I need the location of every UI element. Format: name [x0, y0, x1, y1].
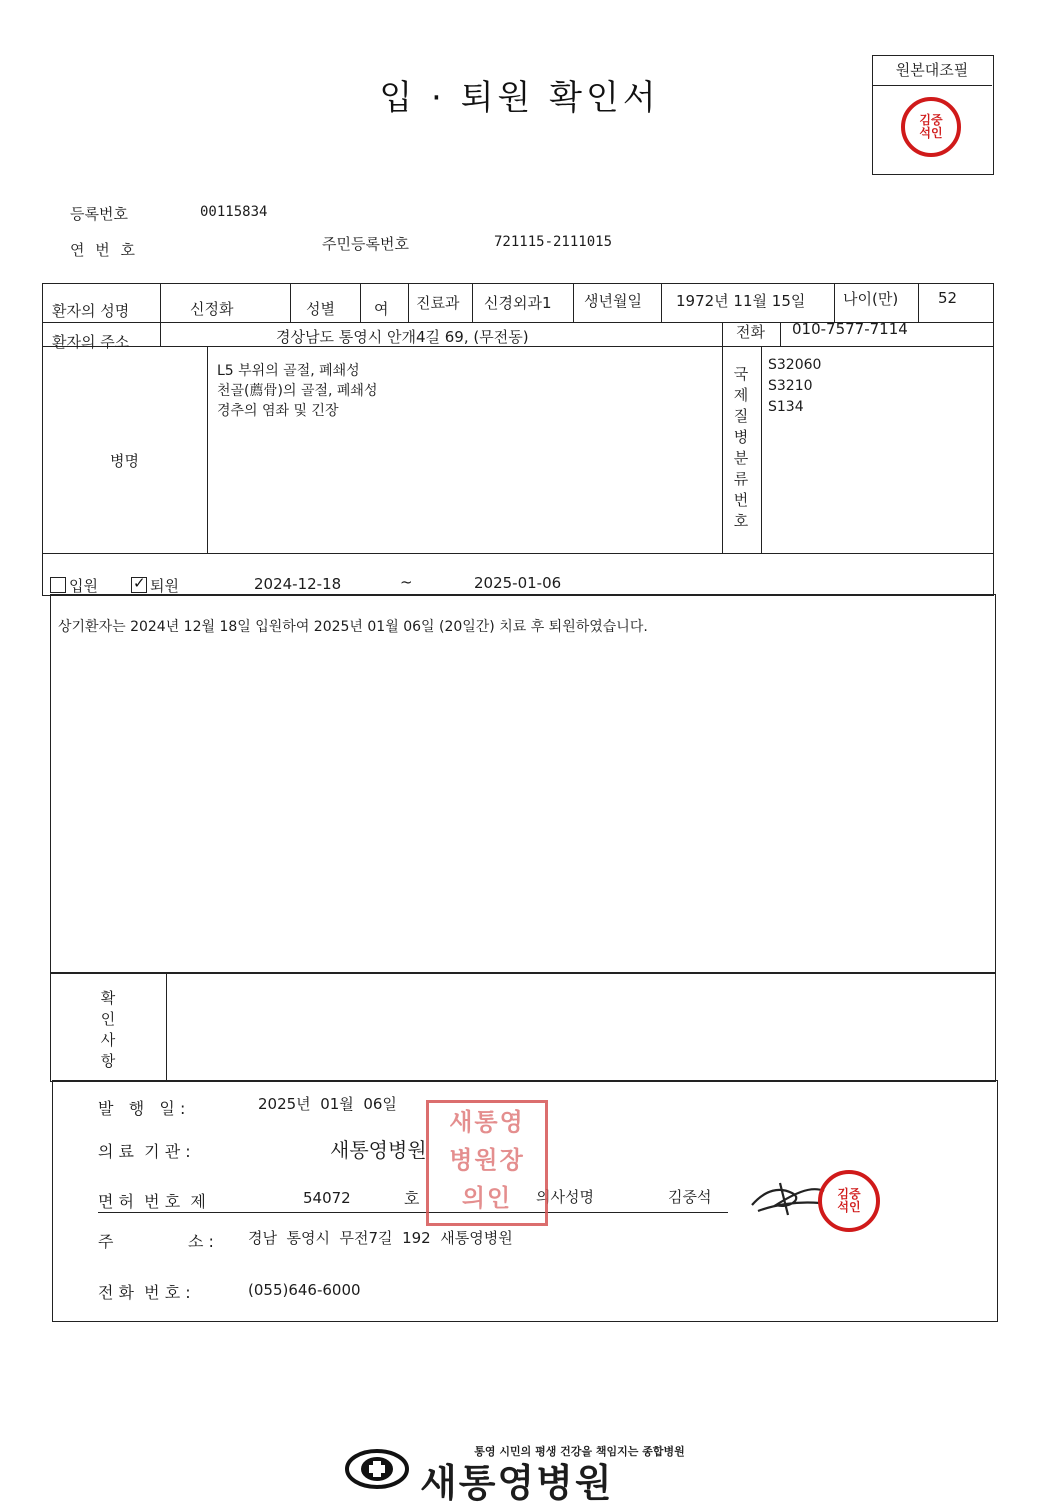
- col-line: [834, 283, 835, 322]
- icd-char: 호: [733, 512, 749, 530]
- admit-label: 입원: [69, 577, 98, 595]
- confirm-char: 항: [100, 1052, 116, 1070]
- admit-checkbox[interactable]: [50, 577, 66, 593]
- issue-date-value: 2025년 01월 06일: [258, 1095, 397, 1113]
- dept-label: 진료과: [416, 294, 460, 312]
- icd-char: 류: [733, 470, 749, 488]
- icd-label-vertical: [731, 364, 751, 532]
- hospital-stamp: [426, 1100, 548, 1226]
- discharge-label: 퇴원: [150, 577, 179, 595]
- footer-hospital-name: 새통영병원: [420, 1461, 614, 1505]
- col-line: [472, 283, 473, 322]
- serial-label: 연 번 호: [70, 241, 139, 259]
- name-value: 신정화: [190, 300, 234, 318]
- address-label-2: 소 :: [188, 1232, 214, 1251]
- original-certified-label: 원본대조필: [872, 55, 992, 86]
- age-label: 나이(만): [843, 290, 899, 308]
- institution-label: 의 료 기 관 :: [98, 1142, 191, 1161]
- footer-slogan: 통영 시민의 평생 건강을 책임지는 종합병원: [474, 1445, 685, 1458]
- license-value: 54072: [303, 1189, 351, 1207]
- hospital-stamp-line-1: 새통영: [449, 1108, 525, 1136]
- confirm-char: 확: [100, 989, 116, 1007]
- col-line: [160, 283, 161, 346]
- issue-date-label: 발 행 일 :: [98, 1099, 186, 1118]
- col-line: [408, 283, 409, 322]
- discharge-checkbox[interactable]: [131, 577, 147, 593]
- address-label-1: 주: [98, 1232, 114, 1251]
- col-line: [166, 972, 167, 1080]
- statement-text: 상기환자는 2024년 12월 18일 입원하여 2025년 01월 06일 (20일간) 치료 후 퇴원하였습니다.: [58, 619, 648, 635]
- end-date: 2025-01-06: [474, 574, 562, 592]
- icd-char: 질: [733, 407, 749, 425]
- col-line: [290, 283, 291, 322]
- col-line: [661, 283, 662, 322]
- institution-value: 새통영병원: [330, 1138, 427, 1162]
- hospital-logo-icon: [344, 1448, 410, 1490]
- birth-value: 1972년 11월 15일: [676, 292, 806, 310]
- hospital-stamp-line-3: 의인: [461, 1184, 513, 1212]
- address-value: 경상남도 통영시 안개4길 69, (무전동): [276, 328, 529, 346]
- confirmation-frame: [50, 972, 996, 1082]
- icd-char: 병: [733, 428, 749, 446]
- reg-no-label: 등록번호: [70, 205, 128, 223]
- rrn-label: 주민등록번호: [322, 235, 409, 253]
- col-line: [207, 346, 208, 553]
- sex-value: 여: [374, 300, 389, 318]
- license-suffix: 호: [404, 1189, 420, 1208]
- diagnosis-label: 병명: [110, 452, 139, 470]
- phone-label: 전화: [736, 323, 765, 341]
- hospital-address: 경남 통영시 무전7길 192 새통영병원: [248, 1229, 513, 1247]
- rrn-value: 721115-2111015: [494, 234, 613, 250]
- diagnosis-line-3: 경추의 염좌 및 긴장: [217, 403, 339, 419]
- col-line: [573, 283, 574, 322]
- hospital-phone: (055)646-6000: [248, 1281, 361, 1299]
- doctor-label: 의사성명: [536, 1188, 594, 1206]
- reg-no-value: 00115834: [200, 204, 268, 220]
- seal-text: 김중 석인: [919, 113, 943, 140]
- discharge-option: [131, 575, 179, 596]
- col-line: [780, 322, 781, 346]
- hospital-stamp-line-2: 병원장: [449, 1146, 525, 1174]
- document-title: 입 · 퇴원 확인서: [379, 78, 660, 118]
- admit-option: [50, 575, 98, 596]
- address-label: 환자의 주소: [52, 333, 130, 351]
- license-label: 면 허 번 호 제: [98, 1192, 206, 1211]
- diagnosis-line-1: L5 부위의 골절, 폐쇄성: [217, 363, 360, 379]
- age-value: 52: [938, 289, 958, 307]
- name-label: 환자의 성명: [52, 302, 130, 320]
- icd-char: 분: [733, 449, 749, 467]
- col-line: [360, 283, 361, 322]
- confirm-char: 사: [100, 1031, 116, 1049]
- original-certified-seal: [901, 97, 961, 157]
- date-separator: ~: [400, 573, 413, 591]
- icd-char: 번: [733, 491, 749, 509]
- doctor-seal: [818, 1170, 880, 1232]
- dept-value: 신경외과1: [484, 294, 552, 312]
- phone-value: 010-7577-7114: [792, 320, 908, 338]
- col-line: [722, 322, 723, 553]
- row-line: [42, 553, 993, 554]
- icd-code-3: S134: [768, 399, 804, 415]
- statement-frame: [50, 594, 996, 974]
- icd-code-1: S32060: [768, 357, 822, 373]
- doctor-value: 김중석: [668, 1188, 712, 1206]
- diagnosis-line-2: 천골(薦骨)의 골절, 폐쇄성: [217, 383, 378, 399]
- birth-label: 생년월일: [584, 292, 642, 310]
- start-date: 2024-12-18: [254, 575, 342, 593]
- col-line: [918, 283, 919, 322]
- icd-char: 국: [733, 365, 749, 383]
- icd-code-2: S3210: [768, 378, 813, 394]
- sex-label: 성별: [306, 300, 335, 318]
- icd-char: 제: [733, 386, 749, 404]
- confirm-char: 인: [100, 1010, 116, 1028]
- phone-label: 전 화 번 호 :: [98, 1283, 191, 1302]
- confirmation-label-vertical: [98, 988, 118, 1072]
- doctor-seal-text: 김중 석인: [837, 1187, 861, 1214]
- license-underline: [98, 1212, 728, 1213]
- col-line: [761, 346, 762, 553]
